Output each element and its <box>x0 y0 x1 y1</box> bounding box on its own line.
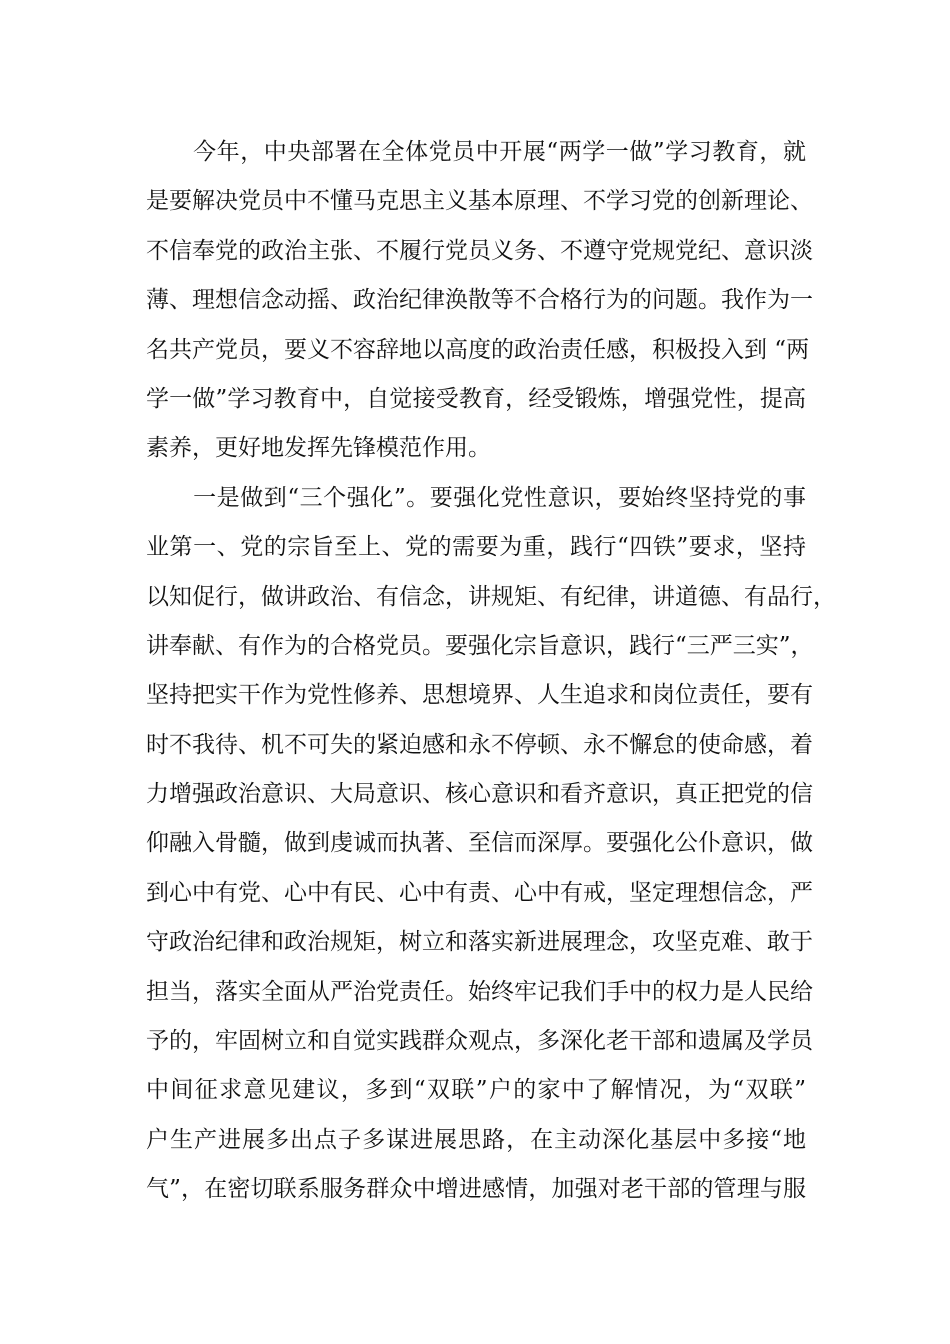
text-line: 学一做”学习教育中，自觉接受教育，经受锻炼，增强党性，提高 <box>146 385 806 412</box>
text-line: 不信奉党的政治主张、不履行党员义务、不遵守党规党纪、意识淡 <box>146 237 813 264</box>
text-line: 坚持把实干作为党性修养、思想境界、人生追求和岗位责任，要有 <box>146 682 813 709</box>
text-line: 予的，牢固树立和自觉实践群众观点，多深化老干部和遗属及学员 <box>146 1028 813 1055</box>
text-line: 薄、理想信念动摇、政治纪律涣散等不合格行为的问题。我作为一 <box>146 287 813 314</box>
text-line: 一是做到“三个强化”。要强化党性意识，要始终坚持党的事 <box>146 484 806 511</box>
text-line: 户生产进展多出点子多谋进展思路，在主动深化基层中多接“地 <box>146 1126 806 1153</box>
text-line: 讲奉献、有作为的合格党员。要强化宗旨意识，践行“三严三实”， <box>146 632 814 659</box>
text-line: 素养，更好地发挥先锋模范作用。 <box>146 435 491 462</box>
text-line: 力增强政治意识、大局意识、核心意识和看齐意识，真正把党的信 <box>146 781 813 808</box>
text-line: 守政治纪律和政治规矩，树立和落实新进展理念，攻坚克难、敢于 <box>146 929 813 956</box>
text-line: 时不我待、机不可失的紧迫感和永不停顿、永不懈怠的使命感，着 <box>146 731 813 758</box>
paragraph-intro <box>146 128 813 474</box>
paragraph-three-strengthenings <box>146 474 836 1215</box>
text-line: 以知促行，做讲政治、有信念，讲规矩、有纪律，讲道德、有品行， <box>146 583 836 610</box>
text-line: 担当，落实全面从严治党责任。始终牢记我们手中的权力是人民给 <box>146 978 813 1005</box>
text-line: 业第一、党的宗旨至上、党的需要为重，践行“四铁”要求，坚持 <box>146 534 806 561</box>
text-line: 仰融入骨髓，做到虔诚而执著、至信而深厚。要强化公仆意识，做 <box>146 830 813 857</box>
text-line: 到心中有党、心中有民、心中有责、心中有戒，坚定理想信念，严 <box>146 879 813 906</box>
text-line: 名共产党员，要义不容辞地以高度的政治责任感，积极投入到 “两 <box>146 336 810 363</box>
text-line: 今年，中央部署在全体党员中开展“两学一做”学习教育，就 <box>146 139 806 165</box>
body-text <box>146 128 836 1215</box>
text-line: 气”，在密切联系服务群众中增进感情，加强对老干部的管理与服 <box>146 1176 806 1203</box>
text-line: 中间征求意见建议，多到“双联”户的家中了解情况，为“双联” <box>146 1077 806 1104</box>
text-line: 是要解决党员中不懂马克思主义基本原理、不学习党的创新理论、 <box>146 188 813 215</box>
